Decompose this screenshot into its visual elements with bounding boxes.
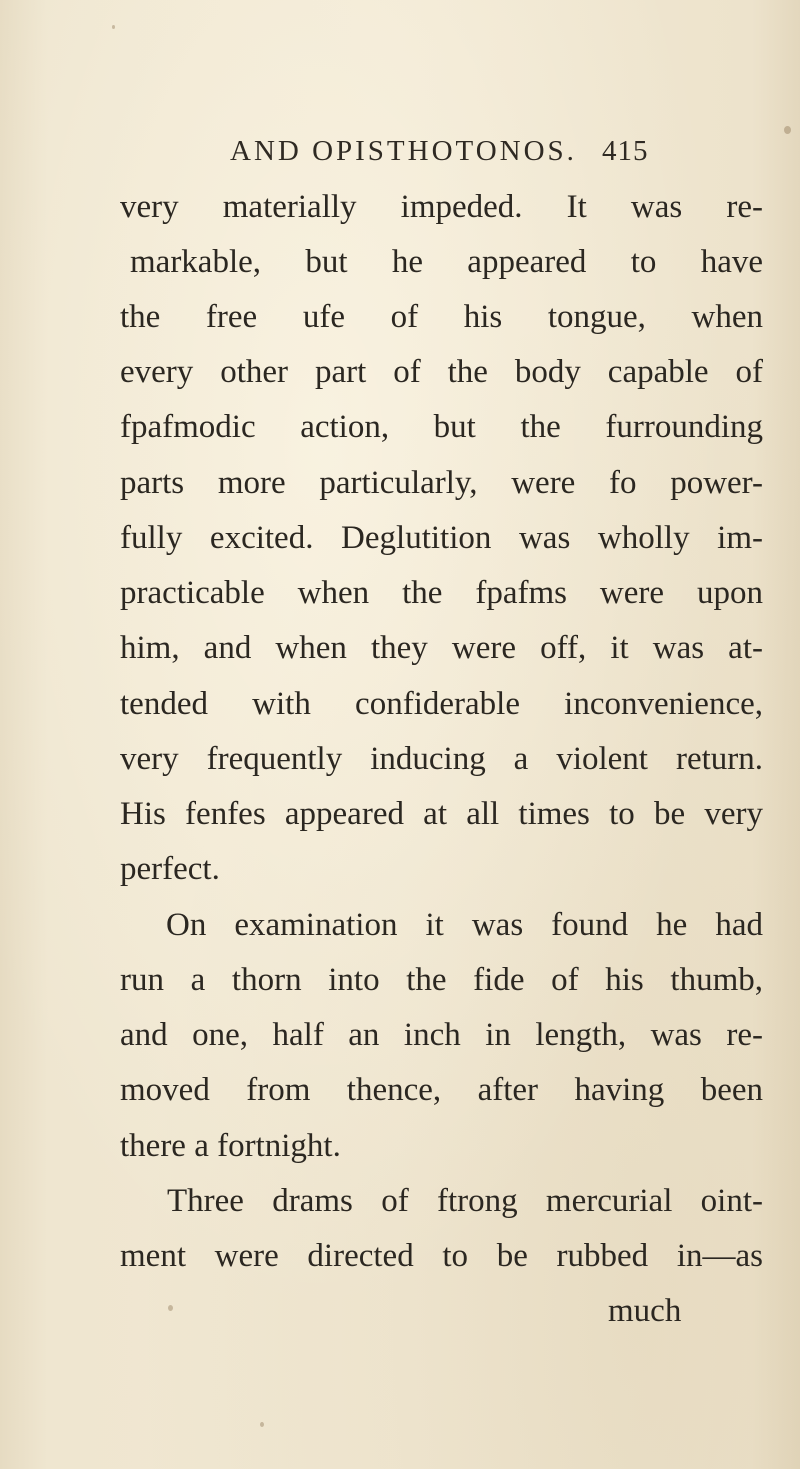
- text-line: there a fortnight.: [120, 1128, 341, 1164]
- text-line: parts more particularly, were fo power-: [120, 465, 763, 501]
- text-line: markable, but he appeared to have: [130, 244, 763, 280]
- text-line: him, and when they were off, it was at-: [120, 630, 763, 666]
- text-line: and one, half an inch in length, was re-: [120, 1017, 763, 1053]
- paper-spot: [112, 25, 115, 29]
- text-line: His fenfes appeared at all times to be very: [120, 796, 763, 832]
- text-line: fully excited. Deglutition was wholly im-: [120, 520, 763, 556]
- paper-spot: [260, 1422, 264, 1427]
- text-line: the free ufe of his tongue, when: [120, 299, 763, 335]
- paper-spot: [168, 1305, 173, 1311]
- running-head: [230, 135, 650, 175]
- text-line: ment were directed to be rubbed in—as: [120, 1238, 763, 1274]
- text-line: very frequently inducing a violent return.: [120, 741, 763, 777]
- text-line: fpafmodic action, but the furrounding: [120, 409, 763, 445]
- text-line: On examination it was found he had: [166, 907, 763, 943]
- paper-spot: [784, 126, 791, 134]
- text-line: every other part of the body capable of: [120, 354, 763, 390]
- text-line: tended with confiderable inconvenience,: [120, 686, 763, 722]
- text-line: moved from thence, after having been: [120, 1072, 763, 1108]
- catchword: much: [608, 1293, 682, 1329]
- text-line: run a thorn into the fide of his thumb,: [120, 962, 763, 998]
- text-line: perfect.: [120, 851, 220, 887]
- text-line: Three drams of ftrong mercurial oint-: [167, 1183, 763, 1219]
- text-line: practicable when the fpafms were upon: [120, 575, 763, 611]
- text-line: very materially impeded. It was re-: [120, 189, 763, 225]
- running-head-title: AND OPISTHOTONOS.: [230, 135, 577, 167]
- page-number: 415: [602, 135, 649, 167]
